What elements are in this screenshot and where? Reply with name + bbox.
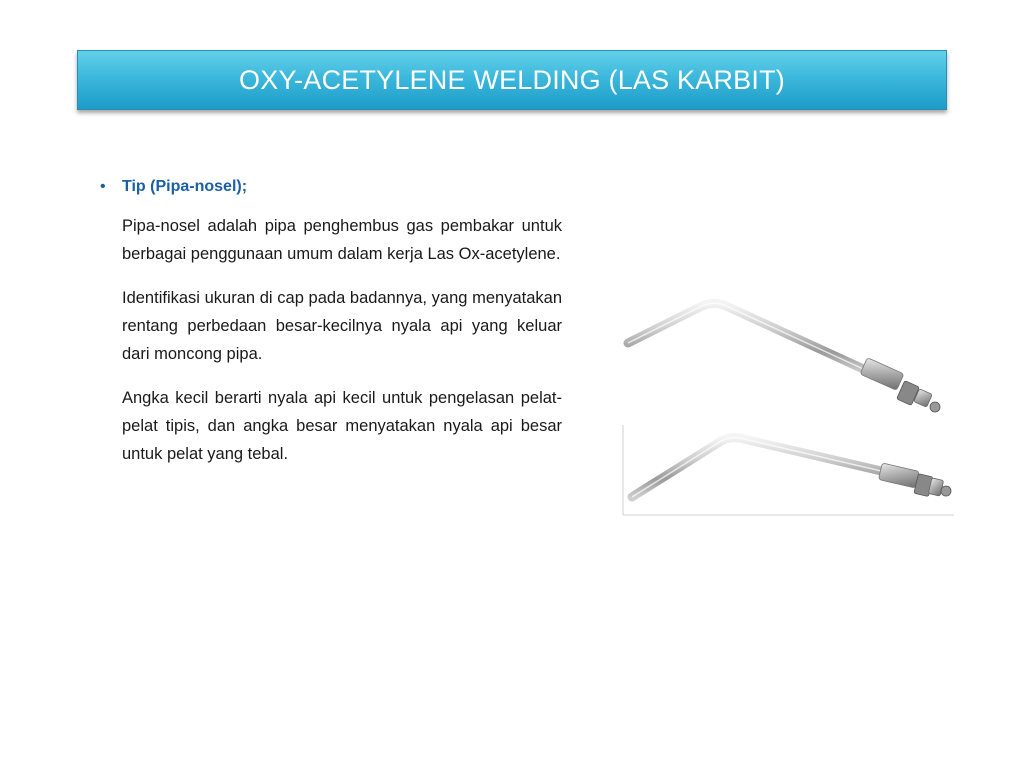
content-area	[100, 178, 562, 484]
bullet-heading: Tip (Pipa-nosel);	[122, 178, 248, 195]
paragraph-1: Pipa-nosel adalah pipa penghembus gas pembakar untuk berbagai penggunaan umum dalam kerja Las Ox-acetylene.	[122, 217, 562, 263]
upper-nozzle-icon	[628, 303, 940, 412]
bullet-item	[100, 178, 562, 196]
lower-nozzle-icon	[632, 438, 951, 497]
welding-tip-nozzles-photo	[622, 285, 954, 517]
title-bar	[77, 50, 947, 110]
bullet-icon: •	[100, 178, 106, 195]
slide-title: OXY-ACETYLENE WELDING (LAS KARBIT)	[239, 64, 785, 95]
paragraph-2: Identifikasi ukuran di cap pada badannya, yang menyatakan rentang perbedaan besar-kecilnya nyala api yang keluar dari moncong pipa.	[122, 289, 562, 363]
paragraph-3: Angka kecil berarti nyala api kecil untuk pengelasan pelat-pelat tipis, dan angka besar menyatakan nyala api besar untuk pelat yang tebal.	[122, 389, 562, 463]
